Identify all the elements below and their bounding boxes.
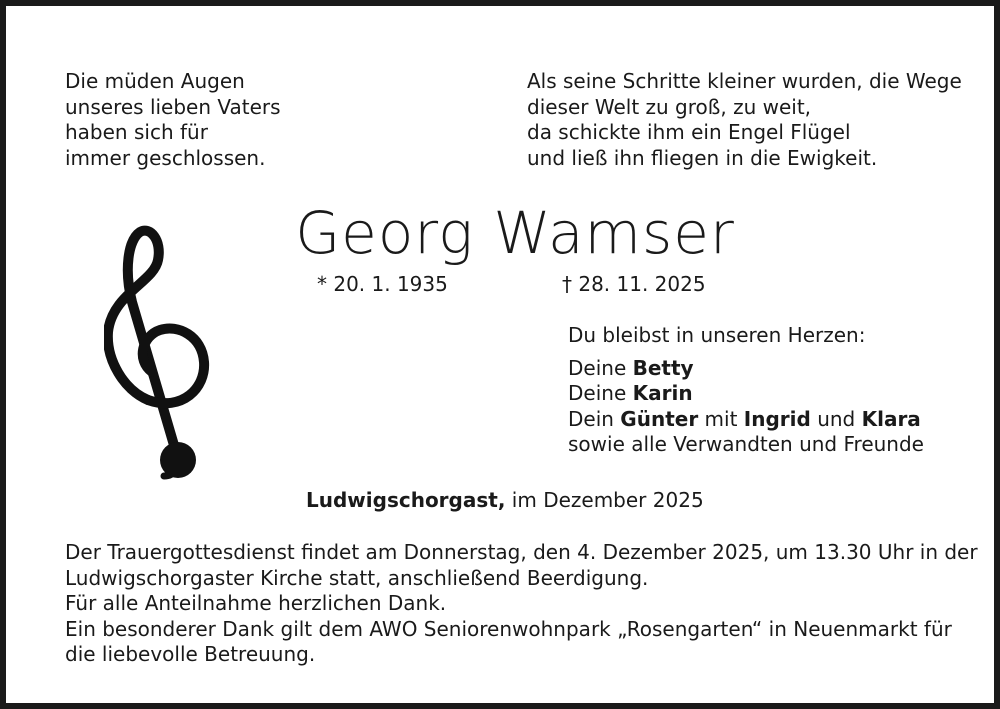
poem-line: immer geschlossen. xyxy=(65,145,266,170)
death-date: † 28. 11. 2025 xyxy=(562,272,706,296)
mourner-name: Karin xyxy=(632,381,693,405)
mourner-line: Deine Karin xyxy=(568,381,693,405)
mourner-name: Ingrid xyxy=(743,406,811,431)
notice-line: Ein besonderer Dank gilt dem AWO Seniorenwohnpark „Rosengarten“ in Neuenmarkt für xyxy=(65,616,952,641)
poem-line: Als seine Schritte kleiner wurden, die Wege xyxy=(527,69,962,93)
obituary-card xyxy=(6,6,994,703)
mourner-line: sowie alle Verwandten und Freunde xyxy=(568,432,924,456)
birth-date: * 20. 1. 1935 xyxy=(317,272,448,296)
place-date-line xyxy=(306,488,704,512)
mourners-list xyxy=(568,323,924,458)
notice-line: Der Trauergottesdienst findet am Donnerstag, den 4. Dezember 2025, um 13.30 Uhr in der xyxy=(65,540,978,564)
notice-line: Ludwigschorgaster Kirche statt, anschließend Beerdigung. xyxy=(65,565,649,590)
poem-line: und ließ ihn fliegen in die Ewigkeit. xyxy=(527,145,878,170)
poem-line: unseres lieben Vaters xyxy=(65,94,281,119)
notice-line: die liebevolle Betreuung. xyxy=(65,642,316,666)
poem-line: Die müden Augen xyxy=(65,69,245,93)
mourner-line: Dein Günter mit Ingrid und Klara xyxy=(568,406,921,431)
treble-clef-icon xyxy=(104,220,210,482)
poem-right xyxy=(527,69,962,171)
notice-line: Für alle Anteilnahme herzlichen Dank. xyxy=(65,591,447,615)
poem-line: dieser Welt zu groß, zu weit, xyxy=(527,94,812,119)
funeral-notice xyxy=(65,540,978,668)
deceased-name: Georg Wamser xyxy=(295,199,735,267)
poem-line: haben sich für xyxy=(65,120,208,144)
mourner-name: Betty xyxy=(632,355,694,380)
mourner-name: Günter xyxy=(620,406,699,431)
mourner-line: Deine Betty xyxy=(568,355,694,380)
mourners-intro: Du bleibst in unseren Herzen: xyxy=(568,323,866,347)
poem-left xyxy=(65,69,281,171)
mourner-name: Klara xyxy=(861,406,921,431)
poem-line: da schickte ihm ein Engel Flügel xyxy=(527,120,851,144)
month-year: im Dezember 2025 xyxy=(511,488,704,512)
town: Ludwigschorgast, xyxy=(306,488,506,512)
